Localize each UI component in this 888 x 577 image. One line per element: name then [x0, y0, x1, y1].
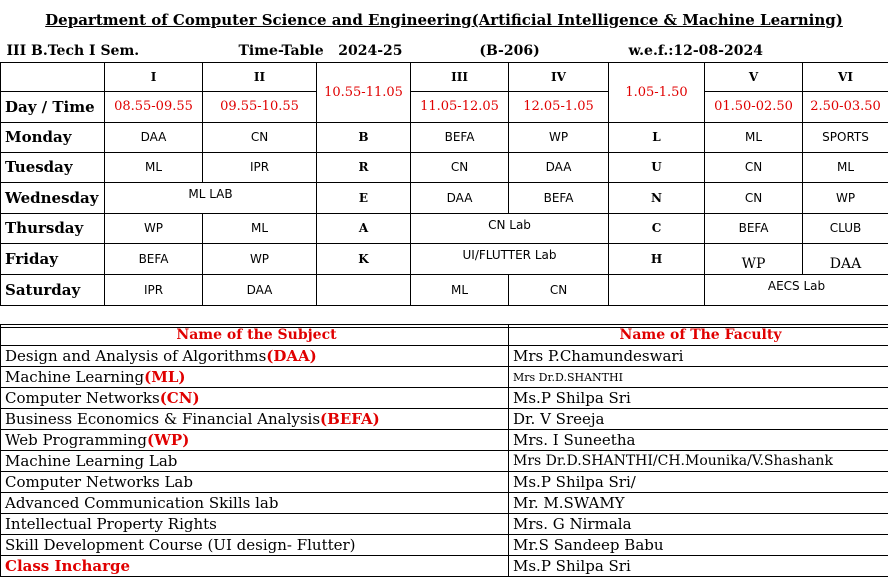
slot-cell: CN	[509, 274, 609, 305]
slot-cell: SPORTS	[803, 122, 888, 152]
slot-cell: DAA	[105, 122, 203, 152]
meta-row	[1, 40, 888, 62]
subject-name: Computer Networks(CN)	[1, 388, 509, 409]
day-name: Tuesday	[1, 152, 105, 182]
slot-cell: WP	[803, 182, 888, 213]
subject-name: Skill Development Course (UI design- Flutter)	[1, 535, 509, 556]
faculty-name: Mr. M.SWAMY	[509, 493, 888, 514]
time-1: 08.55-09.55	[105, 91, 203, 122]
subject-row	[1, 409, 888, 430]
subject-row	[1, 514, 888, 535]
slot-cell-lab: ML LAB	[105, 182, 317, 213]
break-letter: B	[317, 122, 411, 152]
subject-name: Intellectual Property Rights	[1, 514, 509, 535]
day-name: Wednesday	[1, 182, 105, 213]
slot-cell: CN	[705, 152, 803, 182]
slot-cell-lab: AECS Lab	[705, 274, 888, 305]
class-incharge-label: Class Incharge	[1, 556, 509, 577]
subject-name: Machine Learning(ML)	[1, 367, 509, 388]
period-6: VI	[803, 62, 888, 91]
timetable-grid	[0, 40, 888, 328]
faculty-name: Ms.P Shilpa Sri/	[509, 472, 888, 493]
faculty-name: Mrs P.Chamundeswari	[509, 346, 888, 367]
class-incharge-name: Ms.P Shilpa Sri	[509, 556, 888, 577]
time-3: 11.05-12.05	[411, 91, 509, 122]
slot-cell: WP	[509, 122, 609, 152]
subject-name: Computer Networks Lab	[1, 472, 509, 493]
break-time: 10.55-11.05	[317, 62, 411, 122]
faculty-name: Mrs. I Suneetha	[509, 430, 888, 451]
day-name: Friday	[1, 243, 105, 274]
slot-cell-lab: CN Lab	[411, 213, 609, 243]
slot-cell: IPR	[203, 152, 317, 182]
slot-cell: ML	[203, 213, 317, 243]
slot-cell: ML	[105, 152, 203, 182]
subject-name: Design and Analysis of Algorithms(DAA)	[1, 346, 509, 367]
subject-row	[1, 388, 888, 409]
time-4: 12.05-1.05	[509, 91, 609, 122]
subject-name: Business Economics & Financial Analysis(BEFA)	[1, 409, 509, 430]
room-label: (B-206)	[411, 40, 609, 62]
subject-faculty-table	[0, 324, 888, 577]
slot-cell: DAA	[411, 182, 509, 213]
break-letter: R	[317, 152, 411, 182]
timetable-label: Time-Table 2024-25	[203, 40, 411, 62]
break-cell-empty	[317, 274, 411, 305]
slot-cell: DAA	[203, 274, 317, 305]
day-row-thursday	[1, 213, 888, 243]
slot-cell: BEFA	[509, 182, 609, 213]
class-incharge-row	[1, 556, 888, 577]
slot-cell: ML	[803, 152, 888, 182]
lunch-letter: N	[609, 182, 705, 213]
break-letter: A	[317, 213, 411, 243]
faculty-name: Ms.P Shilpa Sri	[509, 388, 888, 409]
subject-header: Name of the Subject	[1, 325, 509, 346]
faculty-name: Mr.S Sandeep Babu	[509, 535, 888, 556]
period-2: II	[203, 62, 317, 91]
slot-cell: ML	[705, 122, 803, 152]
slot-cell: CN	[705, 182, 803, 213]
lunch-letter: C	[609, 213, 705, 243]
faculty-header: Name of The Faculty	[509, 325, 888, 346]
faculty-name: Mrs Dr.D.SHANTHI/CH.Mounika/V.Shashank	[509, 451, 888, 472]
slot-cell: WP	[705, 243, 803, 274]
time-2: 09.55-10.55	[203, 91, 317, 122]
slot-cell: DAA	[803, 243, 888, 274]
slot-cell: CN	[203, 122, 317, 152]
slot-cell: IPR	[105, 274, 203, 305]
faculty-name: Mrs. G Nirmala	[509, 514, 888, 535]
lunch-letter: U	[609, 152, 705, 182]
subject-row	[1, 346, 888, 367]
slot-cell: BEFA	[105, 243, 203, 274]
day-name: Saturday	[1, 274, 105, 305]
lunch-letter: L	[609, 122, 705, 152]
slot-cell: ML	[411, 274, 509, 305]
department-title: Department of Computer Science and Engineering(Artificial Intelligence & Machine Learning)	[45, 11, 843, 29]
break-letter: E	[317, 182, 411, 213]
slot-cell: WP	[105, 213, 203, 243]
subject-name: Advanced Communication Skills lab	[1, 493, 509, 514]
wef-label: w.e.f.:12-08-2024	[609, 40, 888, 62]
break-letter: K	[317, 243, 411, 274]
day-name: Monday	[1, 122, 105, 152]
time-6: 2.50-03.50	[803, 91, 888, 122]
subject-row	[1, 451, 888, 472]
lunch-cell-empty	[609, 274, 705, 305]
subject-row	[1, 430, 888, 451]
subject-row	[1, 535, 888, 556]
period-1: I	[105, 62, 203, 91]
day-row-friday	[1, 243, 888, 274]
period-3: III	[411, 62, 509, 91]
slot-cell: CN	[411, 152, 509, 182]
subject-header-row	[1, 325, 888, 346]
period-5: V	[705, 62, 803, 91]
slot-cell: CLUB	[803, 213, 888, 243]
period-number-row	[1, 62, 888, 91]
subject-name: Machine Learning Lab	[1, 451, 509, 472]
subject-row	[1, 493, 888, 514]
day-name: Thursday	[1, 213, 105, 243]
slot-cell: WP	[203, 243, 317, 274]
period-time-row	[1, 91, 888, 122]
period-4: IV	[509, 62, 609, 91]
class-label: III B.Tech I Sem.	[1, 40, 203, 62]
day-row-tuesday	[1, 152, 888, 182]
time-5: 01.50-02.50	[705, 91, 803, 122]
faculty-name: Dr. V Sreeja	[509, 409, 888, 430]
day-time-header: Day / Time	[1, 91, 105, 122]
subject-name: Web Programming(WP)	[1, 430, 509, 451]
faculty-name: Mrs Dr.D.SHANTHI	[509, 367, 888, 388]
lunch-letter: H	[609, 243, 705, 274]
slot-cell: BEFA	[411, 122, 509, 152]
day-row-monday	[1, 122, 888, 152]
slot-cell: BEFA	[705, 213, 803, 243]
lunch-time: 1.05-1.50	[609, 62, 705, 122]
subject-row	[1, 367, 888, 388]
day-row-wednesday	[1, 182, 888, 213]
slot-cell-lab: UI/FLUTTER Lab	[411, 243, 609, 274]
slot-cell: DAA	[509, 152, 609, 182]
corner-cell	[1, 62, 105, 91]
day-row-saturday	[1, 274, 888, 305]
subject-row	[1, 472, 888, 493]
